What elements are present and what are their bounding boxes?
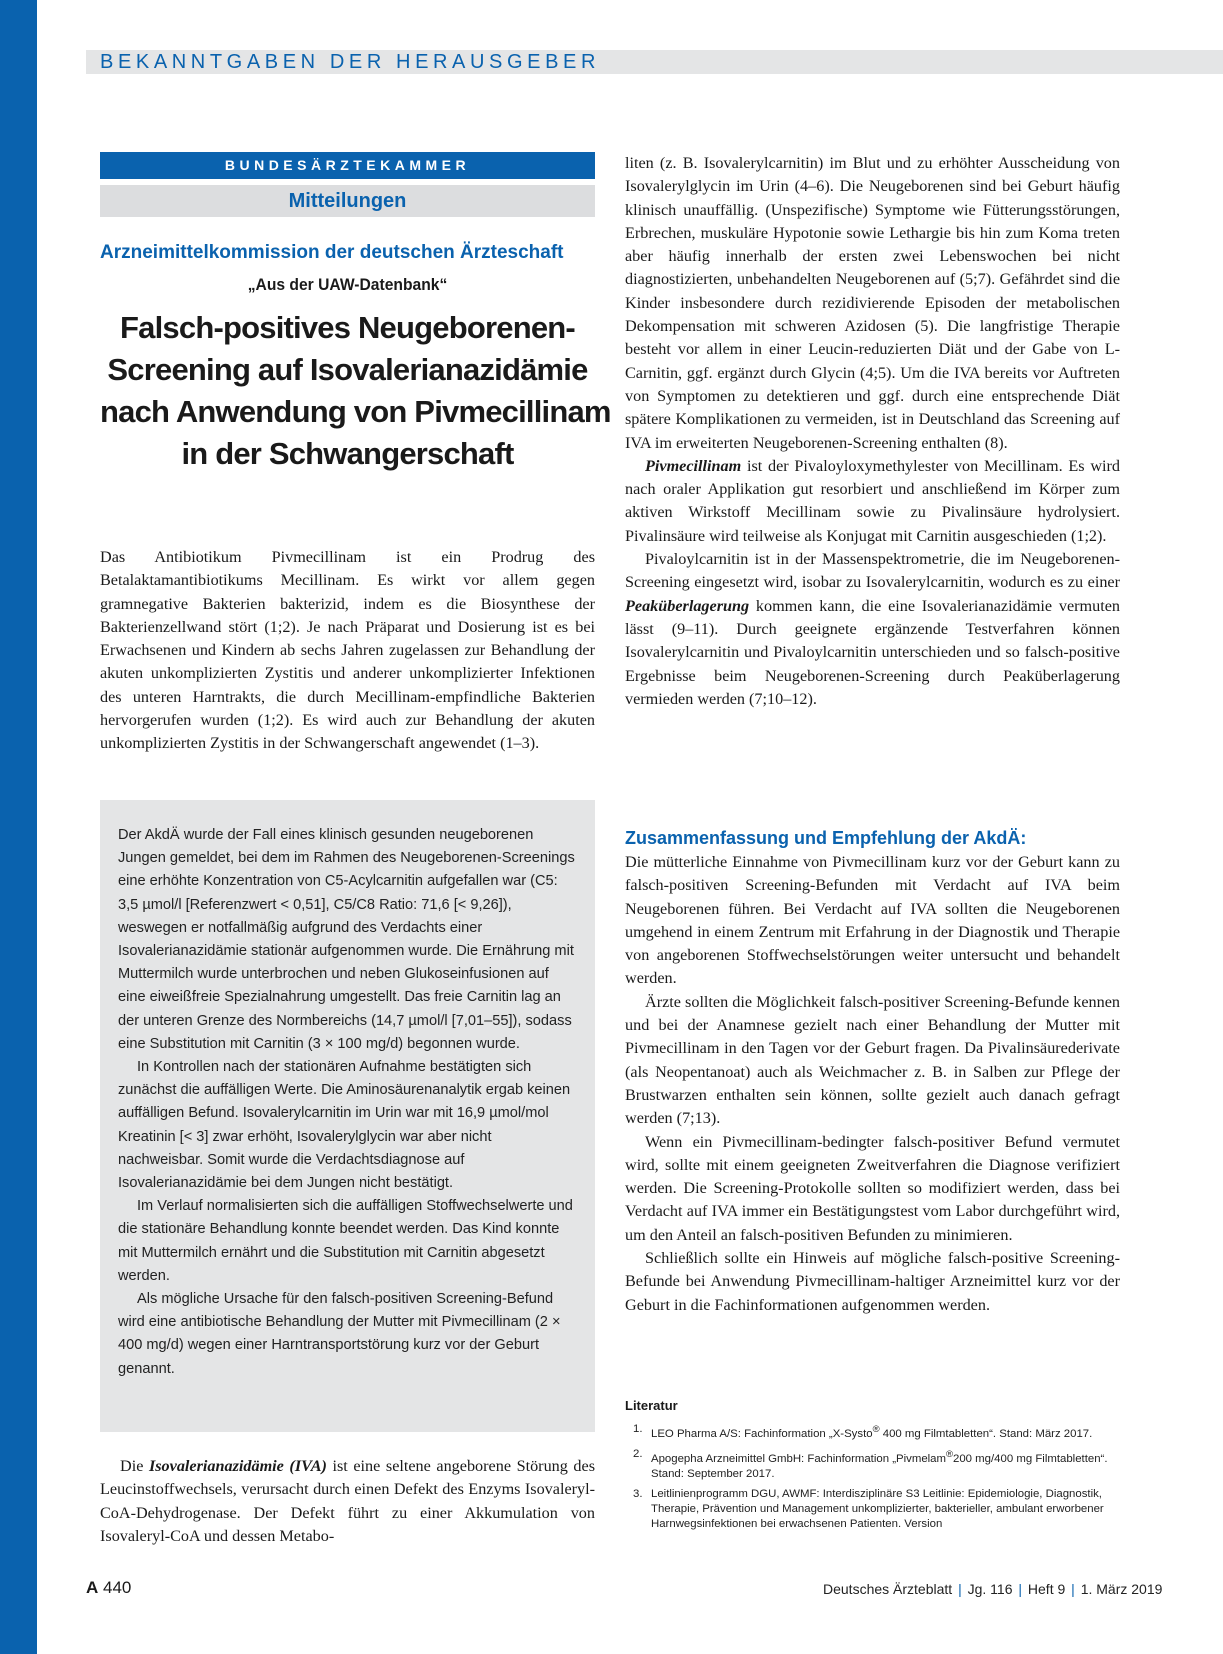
- left-column-head: [100, 152, 611, 475]
- summary-paragraph: Schließlich sollte ein Hinweis auf mögliche falsch-positive Screening-Befunde bei Anwendung Pivmecillinam-haltiger Arzneimittel kurz vor der Geburt in die Fachinformationen aufgenommen werden.: [625, 1249, 1120, 1314]
- article-title: [100, 307, 611, 475]
- reference-item: [625, 1422, 1120, 1442]
- case-paragraph: Im Verlauf normalisierten sich die auffälligen Stoffwechselwerte und die stationäre Behandlung konnte beendet werden. Das Kind konnte mit Muttermilch ernährt und die Substitution mit Carnitin abgesetzt werden.: [118, 1198, 573, 1284]
- text-run: ist der Pivaloyloxymethylester von Mecillinam. Es wird nach oraler Applikation gut resorbiert und anschließend im Körper zum aktiven Wirkstoff Mecillinam sowie zu Pivalinsäure hydrolysiert. Pivalinsäure wird teilweise als Konjugat mit Carnitin ausgeschieden (1;2).: [625, 456, 1120, 545]
- term-pivmecillinam: Pivmecillinam: [645, 456, 742, 475]
- case-report-box: [100, 800, 595, 1432]
- reference-item: [625, 1447, 1120, 1482]
- summary-paragraph: Die mütterliche Einnahme von Pivmecillinam kurz vor der Geburt kann zu falsch-positiven Screening-Befunden mit Verdacht auf IVA beim Neugeborenen führen. Bei Verdacht auf IVA sollten die Neugeborenen umgehend in einem Zentrum mit Erfahrung in der Diagnostik und Therapie von angeborenen Stoffwechselstörungen weiter untersucht und behandelt werden.: [625, 853, 1120, 988]
- summary-section: [625, 851, 1120, 1317]
- registered-mark: ®: [872, 1424, 880, 1435]
- title-line: Screening auf Isovalerianazidämie: [107, 352, 588, 387]
- reference-text: Leitlinienprogramm DGU, AWMF: Interdisziplinäre S3 Leitlinie: Epidemiologie, Diagnostik, Therapie, Prävention und Management unkomplizierter, bakterieller, ambulant erworbener Harnwegsinfektionen bei erwachsenen Patienten. Version: [651, 1487, 1104, 1530]
- page-number: [86, 1578, 131, 1598]
- reference-text: LEO Pharma A/S: Fachinformation „X-Systo: [651, 1427, 873, 1440]
- summary-heading: Zusammenfassung und Empfehlung der AkdÄ:: [625, 828, 1027, 848]
- page-prefix: A: [86, 1578, 99, 1597]
- reference-text: Apogepha Arzneimittel GmbH: Fachinformation „Pivmelam: [651, 1452, 947, 1465]
- summary-paragraph: Ärzte sollten die Möglichkeit falsch-positiver Screening-Befunde kennen und bei der Anamnese gezielt nach einer Behandlung der Mutter mit Pivmecillinam in den Tagen vor der Geburt fragen. Da Pivalinsäurederivate (als Neopentanoat) auch als Weichmacher z. B. in Salben zur Pflege der Brustwarzen enthalten sein können, sollte gezielt auch danach gefragt werden (7;13).: [625, 992, 1120, 1128]
- title-line: in der Schwangerschaft: [181, 436, 514, 471]
- reference-item: [625, 1487, 1120, 1532]
- org-banner: BUNDESÄRZTEKAMMER: [100, 152, 595, 179]
- section-header: BEKANNTGABEN DER HERAUSGEBER: [100, 51, 600, 73]
- separator: |: [958, 1581, 962, 1597]
- iva-paragraph-continued: liten (z. B. Isovalerylcarnitin) im Blut und zu erhöhter Ausscheidung von Isovalerylglycin im Urin (4–6). Die Neugeborenen sind bei Geburt häufig klinisch unauffällig. (Unspezifische) Symptome wie Fütterungsstörungen, Erbrechen, muskuläre Hypotonie sowie Lethargie bis hin zum Koma treten aber häufig innerhalb der ersten zwei Lebenswochen bei nicht diagnostizierten, unbehandelten Neugeborenen auf (5;7). Gefährdet sind die Kinder insbesondere durch rezidivierende Episoden der metabolischen Dekompensation mit schweren Azidosen (5). Die langfristige Therapie besteht vor allem in einer Leucin-reduzierten Diät und der Gabe von L-Carnitin, ggf. ergänzt durch Glycin (4;5). Um die IVA bereits vor Auftreten von Symptomen zu detektieren und ggf. durch eine entsprechende Diät spätere Komplikationen zu vermeiden, ist in Deutschland das Screening auf IVA im erweiterten Neugeborenen-Screening enthalten (8).: [625, 154, 1120, 452]
- text-run: Die: [120, 1457, 149, 1475]
- separator: |: [1018, 1581, 1023, 1597]
- separator: |: [1071, 1581, 1075, 1597]
- references-list: [625, 1422, 1120, 1537]
- journal-info: [823, 1580, 1162, 1598]
- title-line: nach Anwendung von Pivmecillinam: [100, 394, 611, 429]
- summary-paragraph: Wenn ein Pivmecillinam-bedingter falsch-positiver Befund vermutet wird, sollte mit einem geeigneten Zweitverfahren die Diagnose verifiziert werden. Die Screening-Protokolle sollten so modifiziert werden, dass bei Verdacht auf IVA immer ein Bestätigungstest vom Labor durchgeführt wird, um den Anteil an falsch-positiven Befunden zu minimieren.: [625, 1132, 1120, 1244]
- reference-text: 200 mg/400 mg Filmtabletten“. Stand: September 2017.: [651, 1452, 1108, 1480]
- rubric-label: „Aus der UAW-Datenbank“: [247, 275, 448, 294]
- reference-text: 400 mg Filmtabletten“. Stand: März 2017.: [879, 1427, 1093, 1440]
- pivmecillinam-paragraph: [625, 455, 1120, 548]
- text-run: Pivaloylcarnitin ist in der Massenspektrometrie, die im Neugeborenen-Screening eingesetzt wird, isobar zu Isovalerylcarnitin, wodurch es zu einer: [625, 550, 1120, 592]
- side-color-bar: [0, 0, 37, 1654]
- intro-paragraph: Das Antibiotikum Pivmecillinam ist ein Prodrug des Betalaktamantibiotikums Mecillinam. Es wirkt vor allem gegen gramnegative Bakterien bakterizid, indem es die Biosynthese der Bakterienzellwand stört (1;2). Je nach Präparat und Dosierung ist es bei Erwachsenen und Kindern ab sechs Jahren zugelassen zur Behandlung der akuten unkomplizierten Zystitis und anderer unkomplizierter Infektionen des unteren Harntrakts, die durch Mecillinam-empfindliche Bakterien hervorgerufen wurden (1;2). Es wird auch zur Behandlung der akuten unkomplizierten Zystitis in der Schwangerschaft angewendet (1–3).: [100, 548, 595, 753]
- issue-date: 1. März 2019: [1080, 1581, 1163, 1597]
- page-num: 440: [103, 1578, 132, 1597]
- text-run: ist eine seltene angeborene Störung des Leucinstoffwechsels, verursacht durch einen Defekt des Enzyms Isovaleryl-CoA-Dehydrogenase. Der Defekt führt zu einer Akkumulation von Isovaleryl-CoA und dessen Metabo-: [100, 1457, 596, 1545]
- journal-name: Deutsches Ärzteblatt: [823, 1581, 953, 1597]
- right-column-body: [625, 152, 1120, 711]
- term-peakueberlagerung: Peaküberlagerung: [625, 596, 750, 615]
- term-iva: Isovalerianazidämie (IVA): [148, 1457, 327, 1475]
- issue: Heft 9: [1027, 1581, 1066, 1597]
- case-paragraph: Als mögliche Ursache für den falsch-positiven Screening-Befund wird eine antibiotische Behandlung der Mutter mit Pivmecillinam (2 × 400 mg/d) wegen einer Harntransportstörung kurz vor der Geburt genannt.: [118, 1291, 561, 1377]
- volume: Jg. 116: [967, 1581, 1013, 1597]
- text-run: kommen kann, die eine Isovalerianazidämie vermuten lässt (9–11). Durch geeignete ergänzende Testverfahren können Isovalerylcarnitin und Pivaloylcarnitin unterschieden und so falsch-positive Ergebnisse beim Neugeborenen-Screening durch Peaküberlagerung vermieden werden (7;10–12).: [625, 596, 1120, 708]
- reference-number: 3.: [633, 1487, 643, 1500]
- case-paragraph: In Kontrollen nach der stationären Aufnahme bestätigten sich zunächst die auffälligen Werte. Die Aminosäurenanalytik ergab keinen auffälligen Befund. Isovalerylcarnitin im Urin war mit 16,9 µmol/mol Kreatinin [< 3] zwar erhöht, Isovalerylglycin war aber nicht nachweisbar. Somit wurde die Verdachtsdiagnose auf Isovalerianazidämie bei dem Jungen nicht bestätigt.: [118, 1059, 571, 1192]
- reference-number: 2.: [633, 1447, 643, 1460]
- pivaloylcarnitin-paragraph: [625, 548, 1120, 711]
- iva-paragraph-start: [100, 1455, 595, 1548]
- references-heading: Literatur: [625, 1398, 678, 1413]
- title-line: Falsch-positives Neugeborenen-: [120, 310, 575, 345]
- registered-mark: ®: [946, 1448, 954, 1460]
- mitteilungen-banner: Mitteilungen: [100, 185, 595, 217]
- reference-number: 1.: [633, 1423, 643, 1435]
- commission-name: Arzneimittelkommission der deutschen Ärzteschaft: [100, 242, 564, 263]
- case-paragraph: Der AkdÄ wurde der Fall eines klinisch gesunden neugeborenen Jungen gemeldet, bei dem im Rahmen des Neugeborenen-Screenings eine erhöhte Konzentration von C5-Acylcarnitin aufgefallen war (C5: 3,5 µmol/l [Referenzwert < 0,51], C5/C8 Ratio: 71,6 [< 9,26]), weswegen er notfallmäßig aufgrund des Verdachts einer Isovalerianazidämie stationär aufgenommen wurde. Die Ernährung mit Muttermilch wurde unterbrochen und neben Glukoseinfusionen auf eine eiweißfreie Spezialnahrung umgestellt. Das freie Carnitin lag an der unteren Grenze des Normbereichs (14,7 µmol/l [7,01–55]), sodass eine Substitution mit Carnitin (3 × 100 mg/d) begonnen wurde.: [118, 827, 575, 1052]
- iva-paragraph: [100, 1455, 595, 1548]
